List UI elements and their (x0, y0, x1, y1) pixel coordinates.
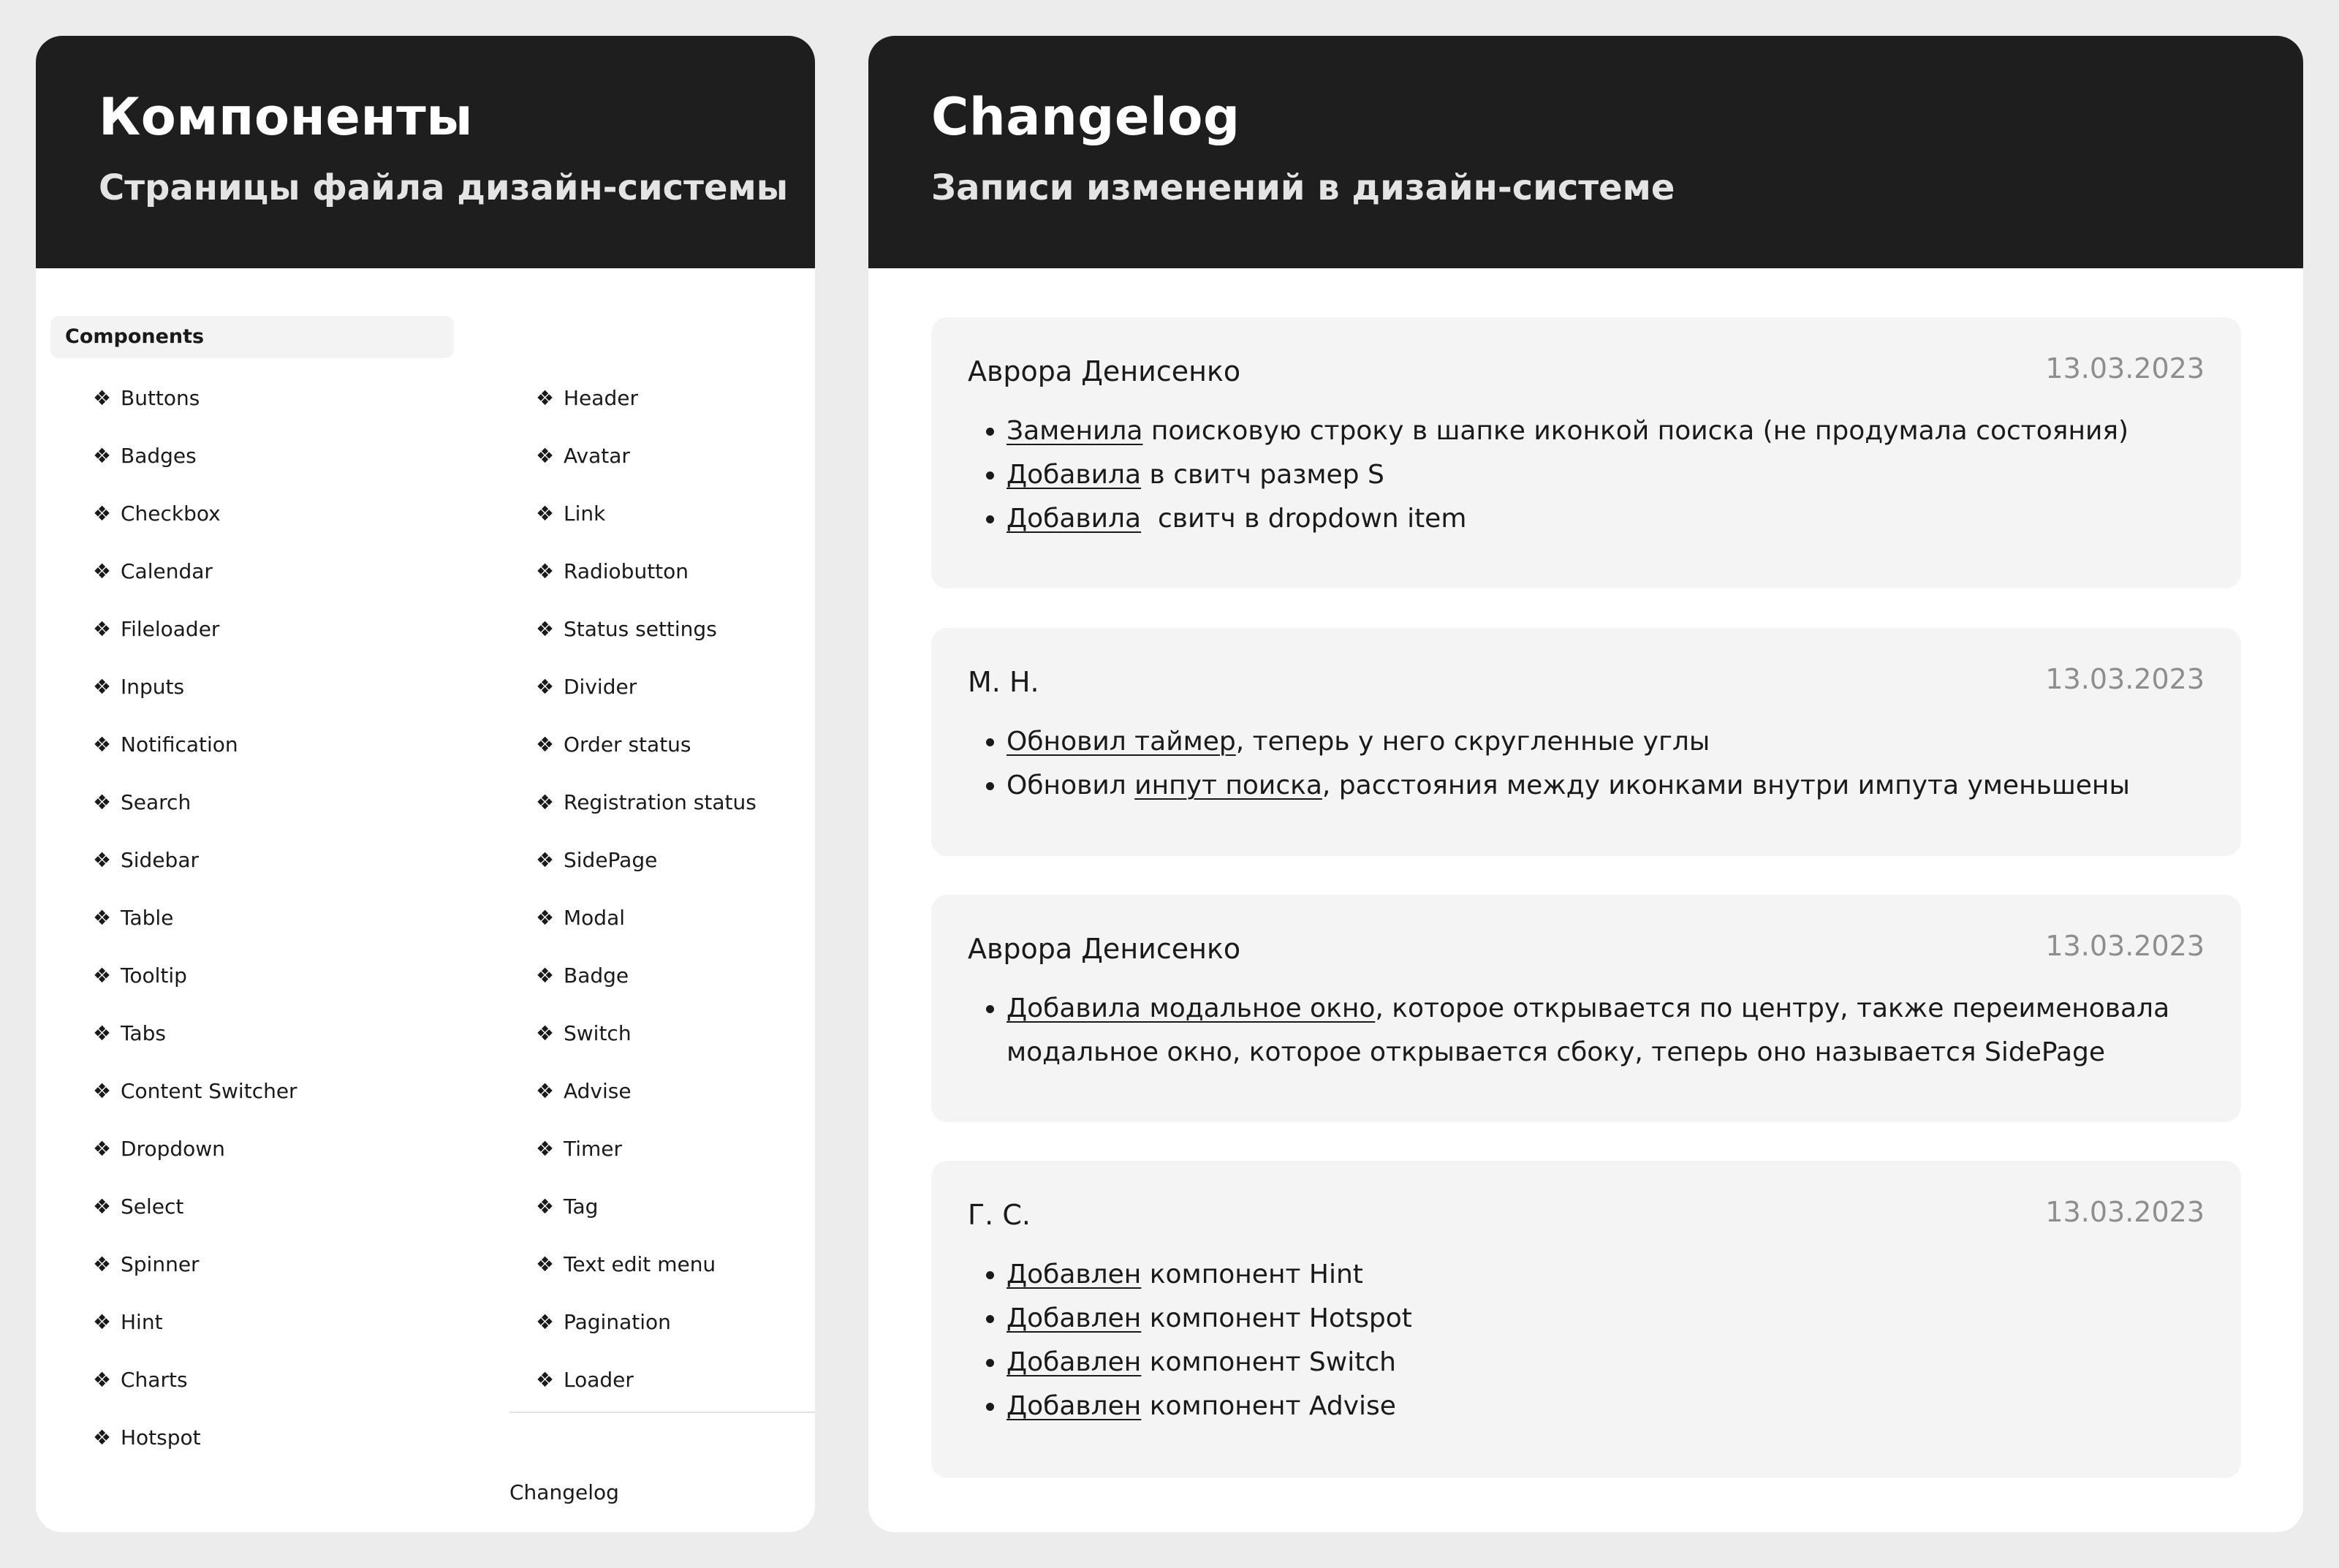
changelog-title: Changelog (931, 87, 1240, 147)
change-item (1007, 720, 2197, 764)
component-item-label: Switch (564, 1021, 632, 1045)
change-text: , теперь у него скругленные углы (1235, 727, 1710, 757)
component-icon: ❖ (93, 1252, 112, 1276)
changelog-entry (931, 628, 2241, 856)
component-item-label: Tabs (121, 1021, 166, 1045)
components-list-column-1 (93, 369, 297, 1466)
components-section-label[interactable]: Components (50, 316, 454, 358)
component-icon: ❖ (93, 1021, 112, 1045)
change-link[interactable]: Добавила (1007, 460, 1142, 490)
change-link[interactable]: Добавлен (1007, 1391, 1142, 1421)
entry-author: Аврора Денисенко (968, 933, 1241, 965)
changelog-entry (931, 1161, 2241, 1478)
component-item-label: Text edit menu (564, 1252, 716, 1276)
component-item-tag[interactable] (536, 1178, 757, 1235)
component-item-label: Sidebar (121, 848, 199, 872)
component-icon: ❖ (93, 1368, 112, 1392)
change-text: компонент Switch (1141, 1347, 1396, 1377)
components-panel (36, 36, 815, 1532)
entry-author: Аврора Денисенко (968, 355, 1241, 387)
component-item-label: Notification (121, 732, 238, 757)
component-item-table[interactable] (93, 889, 297, 947)
component-icon: ❖ (536, 386, 555, 410)
component-item-label: Pagination (564, 1310, 671, 1334)
component-icon: ❖ (536, 1310, 555, 1334)
change-text: компонент Hotspot (1141, 1303, 1412, 1333)
component-icon: ❖ (536, 617, 555, 641)
component-icon: ❖ (93, 790, 112, 814)
component-item-label: Link (564, 501, 606, 526)
component-item-label: Header (564, 386, 638, 410)
change-text: компонент Hint (1141, 1260, 1363, 1289)
component-icon: ❖ (93, 444, 112, 468)
change-item (1007, 497, 2197, 541)
change-text: компонент Advise (1141, 1391, 1396, 1421)
component-item-link[interactable] (536, 485, 757, 542)
component-item-label: Calendar (121, 559, 213, 583)
component-item-label: Table (121, 906, 174, 930)
component-item-label: SidePage (564, 848, 658, 872)
divider (509, 1412, 815, 1413)
component-item-charts[interactable] (93, 1351, 297, 1409)
changelog-subtitle: Записи изменений в дизайн-системе (931, 167, 1675, 208)
component-icon: ❖ (536, 848, 555, 872)
component-icon: ❖ (93, 1425, 112, 1450)
component-item-spinner[interactable] (93, 1235, 297, 1293)
component-item-label: Search (121, 790, 192, 814)
change-item (1007, 1385, 2197, 1428)
component-item-label: Dropdown (121, 1137, 225, 1161)
component-item-label: Badge (564, 963, 629, 988)
component-icon: ❖ (536, 675, 555, 699)
component-item-label: Content Switcher (121, 1079, 297, 1103)
component-item-sidepage[interactable] (536, 831, 757, 889)
entry-date: 13.03.2023 (2045, 663, 2205, 695)
component-item-avatar[interactable] (536, 427, 757, 485)
change-link[interactable]: Добавила (1007, 504, 1142, 534)
change-link[interactable]: Добавлен (1007, 1347, 1142, 1377)
components-header (36, 36, 815, 268)
component-item-fileloader[interactable] (93, 600, 297, 658)
component-item-text-edit-menu[interactable] (536, 1235, 757, 1293)
component-item-label: Badges (121, 444, 197, 468)
components-subtitle: Страницы файла дизайн-системы (99, 167, 789, 208)
component-icon: ❖ (93, 1137, 112, 1161)
component-item-label: Divider (564, 675, 637, 699)
component-item-registration-status[interactable] (536, 773, 757, 831)
component-item-label: Modal (564, 906, 625, 930)
component-item-content-switcher[interactable] (93, 1062, 297, 1120)
component-icon: ❖ (536, 1194, 555, 1219)
component-item-label: Hint (121, 1310, 163, 1334)
component-icon: ❖ (93, 732, 112, 757)
component-item-advise[interactable] (536, 1062, 757, 1120)
component-item-buttons[interactable] (93, 369, 297, 427)
component-item-order-status[interactable] (536, 716, 757, 773)
change-link[interactable]: Добавила модальное окно (1007, 993, 1376, 1023)
changelog-page-link[interactable]: Changelog (509, 1480, 619, 1504)
component-item-label: Order status (564, 732, 691, 757)
component-item-label: Registration status (564, 790, 757, 814)
entry-date: 13.03.2023 (2045, 930, 2205, 962)
component-item-sidebar[interactable] (93, 831, 297, 889)
component-item-timer[interactable] (536, 1120, 757, 1178)
component-icon: ❖ (93, 906, 112, 930)
entry-change-list (968, 1253, 2197, 1428)
component-item-calendar[interactable] (93, 542, 297, 600)
component-icon: ❖ (93, 1194, 112, 1219)
component-item-dropdown[interactable] (93, 1120, 297, 1178)
component-item-checkbox[interactable] (93, 485, 297, 542)
changelog-panel (868, 36, 2303, 1532)
component-item-notification[interactable] (93, 716, 297, 773)
component-item-label: Inputs (121, 675, 185, 699)
component-icon: ❖ (536, 1137, 555, 1161)
component-item-label: Advise (564, 1079, 632, 1103)
change-link[interactable]: Добавлен (1007, 1303, 1142, 1333)
entry-date: 13.03.2023 (2045, 352, 2205, 385)
changelog-entry (931, 895, 2241, 1122)
component-icon: ❖ (536, 1079, 555, 1103)
change-item (1007, 1341, 2197, 1385)
component-item-label: Status settings (564, 617, 717, 641)
change-item (1007, 764, 2197, 808)
component-item-label: Loader (564, 1368, 634, 1392)
component-icon: ❖ (536, 1368, 555, 1392)
change-link[interactable]: Добавлен (1007, 1260, 1142, 1289)
component-item-label: Timer (564, 1137, 623, 1161)
component-icon: ❖ (93, 559, 112, 583)
component-item-label: Tag (564, 1194, 599, 1219)
component-icon: ❖ (536, 559, 555, 583)
entry-change-list (968, 409, 2197, 541)
components-list-column-2 (536, 369, 757, 1409)
component-item-loader[interactable] (536, 1351, 757, 1409)
entry-author: М. Н. (968, 666, 1039, 698)
component-item-modal[interactable] (536, 889, 757, 947)
component-icon: ❖ (536, 732, 555, 757)
component-item-badge[interactable] (536, 947, 757, 1004)
component-icon: ❖ (93, 675, 112, 699)
component-icon: ❖ (536, 1021, 555, 1045)
component-icon: ❖ (536, 963, 555, 988)
component-item-label: Hotspot (121, 1425, 201, 1450)
component-icon: ❖ (93, 1310, 112, 1334)
change-text: , расстояния между иконками внутри импута уменьшены (1322, 770, 2130, 800)
change-item (1007, 453, 2197, 497)
component-icon: ❖ (536, 501, 555, 526)
component-item-label: Select (121, 1194, 184, 1219)
component-item-hotspot[interactable] (93, 1409, 297, 1466)
component-icon: ❖ (93, 963, 112, 988)
change-text: поисковую строку в шапке иконкой поиска (не продумала состояния) (1142, 416, 2129, 446)
change-text: в свитч размер S (1141, 460, 1384, 490)
entry-author: Г. С. (968, 1199, 1031, 1231)
component-item-header[interactable] (536, 369, 757, 427)
change-item (1007, 1253, 2197, 1297)
change-item (1007, 1297, 2197, 1341)
component-item-label: Fileloader (121, 617, 220, 641)
component-item-label: Spinner (121, 1252, 200, 1276)
change-text: свитч в dropdown item (1141, 504, 1467, 534)
change-text: , которое открывается по центру, также переименовала модальное окно, которое открывается сбоку, теперь оно называется SidePage (1007, 993, 2178, 1067)
component-icon: ❖ (93, 617, 112, 641)
changelog-entry (931, 317, 2241, 588)
components-title: Компоненты (99, 87, 474, 147)
changelog-header (868, 36, 2303, 268)
component-item-tooltip[interactable] (93, 947, 297, 1004)
change-link[interactable]: Обновил таймер (1007, 727, 1236, 757)
component-item-status-settings[interactable] (536, 600, 757, 658)
component-icon: ❖ (93, 501, 112, 526)
component-item-label: Charts (121, 1368, 188, 1392)
entry-change-list (968, 720, 2197, 808)
component-item-inputs[interactable] (93, 658, 297, 716)
entry-change-list (968, 987, 2197, 1075)
component-item-switch[interactable] (536, 1004, 757, 1062)
component-item-label: Avatar (564, 444, 630, 468)
component-icon: ❖ (93, 848, 112, 872)
change-link[interactable]: Заменила (1007, 416, 1143, 446)
component-item-label: Buttons (121, 386, 200, 410)
component-item-divider[interactable] (536, 658, 757, 716)
component-icon: ❖ (536, 1252, 555, 1276)
component-item-tabs[interactable] (93, 1004, 297, 1062)
component-item-label: Checkbox (121, 501, 221, 526)
change-item (1007, 409, 2197, 453)
change-prefix: Обновил (1007, 770, 1135, 800)
component-item-label: Radiobutton (564, 559, 689, 583)
component-icon: ❖ (93, 1079, 112, 1103)
component-item-search[interactable] (93, 773, 297, 831)
component-item-select[interactable] (93, 1178, 297, 1235)
component-icon: ❖ (536, 444, 555, 468)
component-icon: ❖ (93, 386, 112, 410)
change-item (1007, 987, 2197, 1075)
component-item-pagination[interactable] (536, 1293, 757, 1351)
change-link[interactable]: инпут поиска (1134, 770, 1322, 800)
component-item-radiobutton[interactable] (536, 542, 757, 600)
component-item-label: Tooltip (121, 963, 187, 988)
component-icon: ❖ (536, 906, 555, 930)
component-item-hint[interactable] (93, 1293, 297, 1351)
entry-date: 13.03.2023 (2045, 1196, 2205, 1228)
component-item-badges[interactable] (93, 427, 297, 485)
component-icon: ❖ (536, 790, 555, 814)
